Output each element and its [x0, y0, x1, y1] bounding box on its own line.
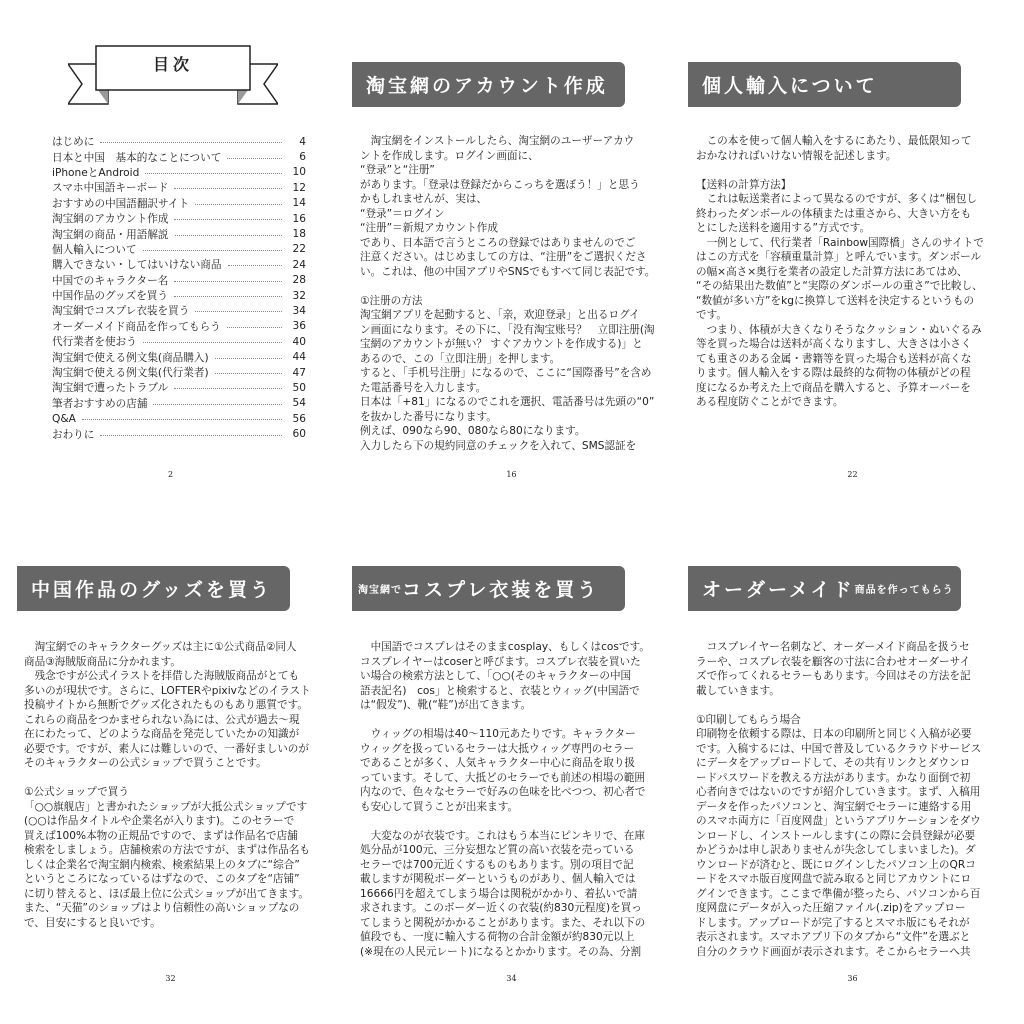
- page-number: 2: [167, 470, 174, 479]
- text-line: は“假发”)、靴(“鞋”)が出てきます。: [360, 699, 532, 711]
- page-toc: [0, 0, 341, 512]
- leader-dots: [100, 142, 282, 143]
- text-line: た電話番号を入力します。: [360, 381, 487, 394]
- text-line: ウィッグの相場は40～110元あたりです。キャラクター: [360, 728, 636, 740]
- text-line: 自分のクラウド画面が表示されます。そこからセラーへ共: [696, 945, 971, 958]
- text-line: 多いのが現状です。さらに、LOFTERやpixivなどのイラスト: [24, 684, 311, 697]
- text-line: です。: [696, 309, 727, 321]
- toc-entry-label: 個人輸入について: [52, 243, 137, 256]
- toc-entry[interactable]: [52, 180, 306, 195]
- text-line: というところになっているはずなので、このタブを“店铺”: [24, 873, 300, 885]
- text-line: ードパスワードを教える方法があります。かなり面倒で初: [696, 771, 971, 784]
- toc-entry[interactable]: [52, 334, 306, 349]
- text-line: つまり、体積が大きくなりそうなクッション・ぬいぐるみ: [696, 323, 982, 336]
- text-line: (※現在の人民元レート)になるとかかります。その為、分割: [360, 945, 642, 958]
- text-line: ウンロードが済むと、既にログインしたパソコン上のQRコ: [696, 858, 976, 871]
- page-number: 16: [506, 470, 517, 479]
- text-line: にデータをアップロードして、その共有リンクとダウンロ: [696, 757, 971, 769]
- text-line: [360, 814, 650, 829]
- text-line: 16666円を超えてしまう場合は関税がかかり、着払いで請: [360, 887, 638, 900]
- page-body-text: [360, 640, 650, 959]
- text-line: [696, 163, 984, 178]
- text-line: 内なので、色々なセラーで好みの色味を比べつつ、初心者で: [360, 786, 646, 798]
- toc-entry[interactable]: [52, 273, 306, 288]
- toc-entry-label: おわりに: [52, 428, 95, 441]
- text-line: 度になるか考えた上で商品を購入すると、予算オーバーを: [696, 381, 971, 394]
- text-line: 表示されます。スマホアプリ下のタブから“文件”を選ぶと: [696, 931, 971, 943]
- toc-entry[interactable]: [52, 242, 306, 257]
- toc-entry-label: iPhoneとAndroid: [52, 166, 140, 179]
- toc-entry-page: 28: [292, 274, 306, 287]
- section-header-title: 個人輸入について: [702, 75, 878, 97]
- text-line: [360, 279, 655, 294]
- leader-dots: [227, 158, 282, 159]
- toc-entry[interactable]: [52, 380, 306, 395]
- page-body-text: [696, 640, 981, 959]
- toc-entry-page: 12: [292, 181, 306, 194]
- toc-entry-page: 60: [292, 428, 306, 441]
- text-line: 値段でも、一度に輸入する荷物の合計金額が約830元以上: [360, 931, 635, 943]
- leader-dots: [174, 296, 282, 297]
- text-line: ン画面になります。その下に、「没有淘宝账号？ 立即注册(淘: [360, 323, 655, 336]
- text-line: これらの商品をつかませられない為には、公式が過去～現: [24, 713, 300, 726]
- text-line: てしまうと関税がかかることがあります。また、それ以下の: [360, 916, 646, 929]
- text-line: ります。個人輸入をする際は最終的な荷物の体積がどの程: [696, 367, 971, 379]
- section-header: [688, 62, 961, 107]
- text-line: 必要です。ですが、素人には難しいので、一番好ましいのが: [24, 742, 309, 755]
- text-line: です。入稿するには、中国で普及しているクラウドサービス: [696, 742, 982, 755]
- text-line: とにした送料を適用する”方式です。: [696, 222, 871, 234]
- toc-entry-label: おすすめの中国語翻訳サイト: [52, 197, 190, 210]
- toc-entry-page: 54: [292, 397, 306, 410]
- text-line: “数値が多い方”をkgに換算して送料を決定するというもの: [696, 294, 975, 307]
- section-header-title: 中国作品のグッズを買う: [31, 579, 273, 601]
- text-line: 商品③海賊版商品に分かれます。: [24, 655, 181, 668]
- text-line: 処分品が100元、三分妄想など質の高い衣装を売っている: [360, 844, 635, 856]
- text-line: ズで作ってくれるセラーもあります。今回はその方法を記: [696, 670, 971, 682]
- leader-dots: [215, 358, 282, 359]
- toc-entry-page: 32: [292, 289, 306, 302]
- section-header-sub: 淘宝網で: [358, 585, 402, 596]
- toc-entry-label: はじめに: [52, 136, 95, 149]
- text-line: これは転送業者によって異なるのですが、多くは“梱包し: [696, 193, 977, 205]
- text-line: 大変なのが衣装です。これはもう本当にピンキリで、在庫: [360, 829, 645, 842]
- toc-entry-page: 10: [292, 166, 306, 179]
- ribbon-banner: [68, 40, 278, 110]
- text-line: で、目安にすると良いです。: [24, 916, 161, 929]
- toc-entry-label: Q&A: [52, 412, 76, 425]
- text-line: すると、「手机号注册」になるので、ここに“国際番号”を含め: [360, 367, 652, 379]
- section-header: [352, 566, 625, 611]
- text-line: ても重さのある金属・書籍等を買った場合も送料が高くな: [696, 352, 972, 365]
- section-header: [352, 62, 625, 107]
- text-line: あるので、この「立即注册」を押します。: [360, 352, 561, 365]
- leader-dots: [174, 281, 282, 282]
- text-line: 【送料の計算方法】: [696, 178, 792, 191]
- text-line: おかなければいけない情報を記述します。: [696, 149, 897, 162]
- toc-entry[interactable]: [52, 149, 306, 164]
- text-line: [24, 771, 311, 786]
- text-line: (○○は作品タイトルや企業名が入ります)。このセラーで: [24, 815, 295, 827]
- toc-entry-label: 淘宝網で使える例文集(商品購入): [52, 351, 209, 364]
- toc-entry-label: スマホ中国語キーボード: [52, 182, 169, 195]
- text-line: 在にわたって、どのような商品を発売していたかの知識が: [24, 728, 300, 740]
- text-line: 残念ですが公式イラストを拝借した海賊版商品がとても: [24, 670, 300, 682]
- section-header-title: コスプレ衣装を買う: [402, 579, 600, 601]
- text-line: また、“天猫”のショップはより信頼性の高いショップなの: [24, 902, 300, 914]
- text-line: この本を使って個人輸入をするにあたり、最低限知って: [696, 135, 972, 147]
- toc-entry-label: 中国作品のグッズを買う: [52, 290, 169, 303]
- toc-entry-page: 6: [299, 151, 306, 164]
- leader-dots: [143, 342, 282, 343]
- text-line: ①注册の方法: [360, 294, 423, 307]
- leader-dots: [215, 373, 282, 374]
- toc-entry-page: 50: [292, 381, 306, 394]
- toc-entry[interactable]: [52, 365, 306, 380]
- text-line: 載しますが関税ボーダーというものがあり、個人輸入では: [360, 873, 636, 885]
- toc-entry-label: 中国でのキャラクター名: [52, 274, 169, 287]
- text-line: 一例として、代行業者「Rainbow国際橋」さんのサイトで: [696, 236, 984, 249]
- text-line: かもしれませんが、実は、: [360, 193, 488, 205]
- text-line: っています。そして、大抵どのセラーでも前述の相場の範囲: [360, 771, 645, 784]
- toc-entry[interactable]: [52, 396, 306, 411]
- text-line: ある程度防ぐことができます。: [696, 396, 844, 408]
- toc-entry-page: 14: [292, 197, 306, 210]
- toc-entry-page: 40: [292, 335, 306, 348]
- toc-entry-label: 淘宝網の商品・用語解説: [52, 228, 169, 241]
- text-line: ウィッグを扱っているセラーは大抵ウィッグ専門のセラー: [360, 742, 635, 755]
- toc-entry-page: 47: [292, 366, 306, 379]
- text-line: 終わったダンボールの体積または重さから、大きい方をも: [696, 207, 972, 220]
- text-line: しくは企業名で淘宝網内検索、検索結果上のタブに“综合”: [24, 858, 300, 871]
- text-line: 載していきます。: [696, 684, 780, 697]
- text-line: [696, 698, 981, 713]
- text-line: 求されます。このボーダー近くの衣装(約830元程度)を買っ: [360, 902, 642, 914]
- leader-dots: [82, 419, 282, 420]
- leader-dots: [145, 173, 282, 174]
- toc-entry[interactable]: [52, 411, 306, 426]
- toc-entry-label: 淘宝網で使える例文集(代行業者): [52, 367, 209, 380]
- toc-entry[interactable]: [52, 303, 306, 318]
- toc-entry[interactable]: [52, 134, 306, 149]
- text-line: 入力したら下の規約同意のチェックを入れて、SMS認証を: [360, 439, 637, 452]
- toc-entry-label: 筆者おすすめの店舗: [52, 397, 148, 410]
- ribbon-icon: [68, 40, 278, 110]
- text-line: ントを作成します。ログイン画面に、: [360, 149, 539, 162]
- toc-entry-page: 24: [292, 258, 306, 271]
- text-line: い。これは、他の中国アプリやSNSでもすべて同じ表記です。: [360, 265, 656, 278]
- toc-entry-page: 44: [292, 351, 306, 364]
- text-line: ドします。アップロードが完了するとスマホ版にもそれが: [696, 916, 970, 929]
- text-line: 宝網のアカウントが無い？ すぐアカウントを作成する)」と: [360, 338, 643, 350]
- toc-entry-label: 日本と中国 基本的なことについて: [52, 151, 222, 164]
- leader-dots: [195, 204, 282, 205]
- text-line: セラーでは700元近くするものもあります。別の項目で記: [360, 858, 634, 871]
- leader-dots: [195, 311, 282, 312]
- text-line: グインできます。ここまで準備が整ったら、パソコンから百: [696, 887, 981, 900]
- text-line: 印刷物を依頼する際は、日本の印刷所と同じく入稿が必要: [696, 728, 972, 740]
- text-line: ①公式ショップで買う: [24, 786, 129, 798]
- toc-entry[interactable]: [52, 349, 306, 364]
- toc-entry-label: 代行業者を使おう: [52, 336, 137, 349]
- text-line: 検索をしましょう。店舗検索の方法ですが、まずは作品名も: [24, 844, 311, 856]
- text-line: ①印刷してもらう場合: [696, 713, 801, 726]
- text-line: “登录”＝ログイン: [360, 207, 445, 220]
- text-line: コスプレイヤーはcoserと呼びます。コスプレ衣装を買いた: [360, 655, 641, 668]
- leader-dots: [174, 219, 282, 220]
- text-line: ンロードし、インストールします(この際に会員登録が必要: [696, 829, 976, 842]
- text-line: はこの方式を「容積重量計算」と呼んでいます。ダンボール: [696, 251, 982, 263]
- toc-entry-page: 4: [299, 135, 306, 148]
- toc-entry-label: 淘宝網のアカウント作成: [52, 213, 169, 226]
- toc-entry-label: 淘宝網で遭ったトラブル: [52, 382, 169, 395]
- toc-title: 目次: [152, 55, 193, 74]
- text-line: ラーや、コスプレ衣装を顧客の寸法に合わせオーダーサイ: [696, 655, 971, 668]
- page-body-text: [360, 134, 655, 453]
- page-body-text: [24, 640, 311, 930]
- toc-entry[interactable]: [52, 211, 306, 226]
- text-line: [360, 713, 650, 728]
- text-line: 日本は「+81」になるのでこれを選択、電話番号は先頭の“0”: [360, 396, 655, 408]
- section-header: [17, 566, 290, 611]
- toc-entry-page: 16: [292, 212, 306, 225]
- text-line: データを作ったパソコンと、淘宝網でセラーに連絡する用: [696, 800, 972, 813]
- toc-entry-page: 18: [292, 228, 306, 241]
- section-header-title: 淘宝網のアカウント作成: [366, 75, 608, 97]
- leader-dots: [174, 388, 282, 389]
- page-number: 22: [847, 470, 858, 479]
- text-line: コスプレイヤー名刺など、オーダーメイド商品を扱うセ: [696, 641, 970, 653]
- toc-entry-label: オーダーメイド商品を作ってもらう: [52, 320, 221, 333]
- toc-entry[interactable]: [52, 288, 306, 303]
- toc-entry[interactable]: [52, 319, 306, 334]
- text-line: も安心して買うことが出来ます。: [360, 800, 519, 813]
- text-line: 買えば100%本物の正規品ですので、まずは作品名で店舗: [24, 829, 298, 842]
- toc-entry[interactable]: [52, 165, 306, 180]
- text-line: 淘宝網をインストールしたら、淘宝網のユーザーアカウ: [360, 135, 635, 147]
- leader-dots: [143, 250, 282, 251]
- text-line: のスマホ両方に「百度网盘」というアプリケーションをダウ: [696, 815, 981, 827]
- text-line: かどうかは申し訳ありませんが失念してしまいました)。ダ: [696, 844, 976, 856]
- page-number: 34: [506, 974, 517, 983]
- toc-entry-label: 購入できない・してはいけない商品: [52, 259, 222, 272]
- text-line: そのキャラクターの公式ショップで買うことです。: [24, 757, 267, 769]
- text-line: 投稿サイトから無断でグッズ化されたものもあり悪質です。: [24, 699, 308, 711]
- text-line: 「○○旗舰店」と書かれたショップが大抵公式ショップです: [24, 800, 308, 813]
- text-line: 等を買った場合は送料が高くなりますし、大きさは小さく: [696, 338, 972, 350]
- text-line: “その結果出た数値”と“実際のダンボールの重さ”で比較し、: [696, 280, 983, 292]
- leader-dots: [227, 327, 282, 328]
- text-line: 注意ください。はじめましての方は、“注册”をご選択くださ: [360, 251, 647, 263]
- section-header-sub: 商品を作ってもらう: [854, 585, 954, 596]
- text-line: であり、日本語で言うところの登録ではありませんのでご: [360, 236, 636, 249]
- text-line: の幅×高さ×奥行を業者の設定した計算方法にあてはめ、: [696, 265, 968, 278]
- text-line: ードをスマホ版百度网盘で読み取ると同じアカウントにロ: [696, 873, 972, 885]
- text-line: があります。「登录は登録だからこっちを選ぼう！」と思う: [360, 178, 640, 191]
- text-line: を抜かした番号になります。: [360, 410, 497, 423]
- leader-dots: [153, 404, 282, 405]
- toc-entry[interactable]: [52, 196, 306, 211]
- leader-dots: [174, 188, 282, 189]
- text-line: 語表記名) cos」と検索すると、衣装とウィッグ(中国語で: [360, 684, 640, 697]
- leader-dots: [100, 435, 282, 436]
- section-header-title: オーダーメイド: [702, 579, 855, 601]
- toc-list: [52, 134, 306, 442]
- toc-entry[interactable]: [52, 257, 306, 272]
- text-line: に切り替えると、ほぼ最上位に公式ショップが出てきます。: [24, 887, 309, 900]
- text-line: であることが多く、人気キャラクター中心に商品を取り扱: [360, 757, 636, 769]
- toc-entry[interactable]: [52, 226, 306, 241]
- text-line: “注册”＝新規アカウント作成: [360, 222, 498, 234]
- page-number: 36: [847, 974, 858, 983]
- page-body-text: [696, 134, 984, 410]
- text-line: 淘宝網アプリを起動すると、「亲，欢迎登录」と出るログイ: [360, 309, 640, 321]
- page-number: 32: [165, 974, 176, 983]
- text-line: 中国語でコスプレはそのままcosplay、もしくはcosです。: [360, 641, 650, 653]
- toc-entry-page: 34: [292, 304, 306, 317]
- toc-entry-page: 22: [292, 243, 306, 256]
- text-line: “登录”と“注册”: [360, 164, 435, 176]
- text-line: い場合の検索方法として、「○○(そのキャラクターの中国: [360, 670, 632, 682]
- leader-dots: [175, 235, 282, 236]
- text-line: 心者向きではないのですが紹介していきます。まず、入稿用: [696, 786, 981, 798]
- text-line: 例えば、090なら90、080なら80になります。: [360, 425, 586, 437]
- toc-entry[interactable]: [52, 426, 306, 441]
- text-line: 度网盘にデータが入った圧縮ファイル(.zip)をアップロー: [696, 902, 966, 914]
- toc-entry-page: 56: [292, 412, 306, 425]
- toc-entry-label: 淘宝網でコスプレ衣装を買う: [52, 305, 190, 318]
- text-line: 淘宝網でのキャラクターグッズは主に①公式商品②同人: [24, 641, 297, 653]
- leader-dots: [228, 265, 283, 266]
- toc-entry-page: 36: [292, 320, 306, 333]
- section-header: [688, 566, 961, 611]
